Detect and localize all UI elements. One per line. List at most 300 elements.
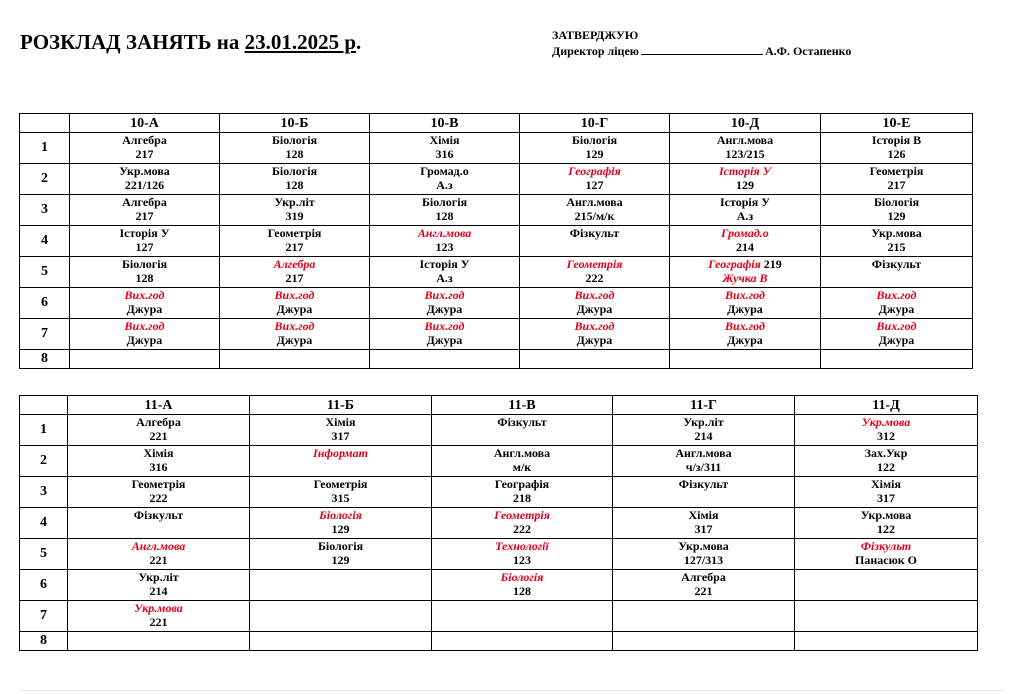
lesson-cell bbox=[250, 508, 432, 539]
room-or-teacher: 222 bbox=[149, 491, 168, 505]
lesson-cell bbox=[613, 446, 795, 477]
lesson-number: 4 bbox=[20, 226, 70, 257]
class-header: 11-Д bbox=[795, 396, 978, 415]
lesson-number: 3 bbox=[20, 477, 68, 508]
room-or-teacher: 217 bbox=[887, 178, 906, 192]
subject-name bbox=[68, 601, 249, 615]
room-or-teacher: 214 bbox=[149, 584, 168, 598]
lesson-cell bbox=[250, 539, 432, 570]
subject-text: Інформат bbox=[313, 446, 368, 460]
room-or-teacher: 128 bbox=[135, 271, 154, 285]
subject-text: Фізкульт bbox=[133, 508, 184, 522]
subject-name bbox=[613, 415, 794, 429]
class-header: 11-В bbox=[432, 396, 613, 415]
room-or-teacher: 222 bbox=[585, 271, 604, 285]
lesson-cell bbox=[70, 226, 220, 257]
room-or-teacher: А.з bbox=[436, 178, 453, 192]
subject-name bbox=[250, 415, 431, 429]
subject-name bbox=[670, 257, 820, 271]
subject-text: Укр.мова bbox=[678, 539, 729, 553]
corner-cell bbox=[20, 396, 68, 415]
lesson-cell bbox=[68, 601, 250, 632]
lesson-rows bbox=[20, 415, 978, 651]
lesson-number: 8 bbox=[20, 350, 70, 369]
lesson-cell bbox=[821, 319, 973, 350]
subject-text: Англ.мова bbox=[493, 446, 551, 460]
lesson-cell bbox=[613, 415, 795, 446]
subject-text: Вих.год bbox=[274, 319, 315, 333]
subject-text: Вих.год bbox=[574, 319, 615, 333]
room-or-teacher: 122 bbox=[877, 522, 895, 536]
subject-text: Історія У bbox=[719, 195, 771, 209]
room-or-teacher: 129 bbox=[736, 178, 754, 192]
lesson-cell bbox=[821, 164, 973, 195]
subject-text: Алгебра bbox=[136, 415, 181, 429]
lesson-number: 5 bbox=[20, 257, 70, 288]
subject-name bbox=[70, 257, 219, 271]
lesson-number: 1 bbox=[20, 415, 68, 446]
subject-text: Біологія bbox=[271, 164, 318, 178]
lesson-row bbox=[20, 226, 973, 257]
lesson-cell bbox=[68, 508, 250, 539]
subject-name bbox=[70, 319, 219, 333]
lesson-row bbox=[20, 601, 978, 632]
subject-text: Біологія bbox=[271, 133, 318, 147]
room-or-teacher: 129 bbox=[331, 553, 350, 567]
lesson-cell bbox=[670, 195, 821, 226]
lesson-cell bbox=[250, 415, 432, 446]
subject-text: Геометрія bbox=[131, 477, 186, 491]
subject-name bbox=[613, 477, 794, 491]
room-or-teacher: 217 bbox=[135, 147, 154, 161]
subject-name bbox=[432, 539, 612, 553]
room-or-teacher: 127 bbox=[585, 178, 604, 192]
lesson-cell bbox=[613, 508, 795, 539]
room-or-teacher: 122 bbox=[877, 460, 895, 474]
subject-name bbox=[795, 539, 977, 553]
room-or-teacher: 218 bbox=[513, 491, 531, 505]
subject-text: Укр.літ bbox=[274, 195, 315, 209]
room-or-teacher: 221 bbox=[694, 584, 713, 598]
room-or-teacher: А.з bbox=[736, 209, 754, 223]
subject-text: Вих.год bbox=[876, 288, 917, 302]
lesson-row bbox=[20, 539, 978, 570]
subject-name bbox=[670, 195, 820, 209]
subject-name bbox=[220, 195, 369, 209]
subject-name bbox=[250, 508, 431, 522]
subject-text: Вих.год bbox=[124, 319, 165, 333]
room-or-teacher: ч/з/311 bbox=[685, 460, 722, 474]
lesson-cell bbox=[613, 477, 795, 508]
lesson-cell bbox=[670, 226, 821, 257]
subject-text: Укр.мова bbox=[119, 164, 170, 178]
room-or-teacher: 317 bbox=[694, 522, 713, 536]
room-or-teacher: Джура bbox=[276, 333, 313, 347]
subject-name bbox=[613, 539, 794, 553]
lesson-number: 4 bbox=[20, 508, 68, 539]
lesson-cell bbox=[370, 226, 520, 257]
lesson-cell bbox=[250, 446, 432, 477]
subject-name bbox=[70, 164, 219, 178]
subject-name bbox=[68, 446, 249, 460]
subject-name bbox=[613, 570, 794, 584]
lesson-cell bbox=[432, 446, 613, 477]
page-divider bbox=[20, 690, 1004, 691]
subject-text: Вих.год bbox=[274, 288, 315, 302]
subject-text: Хімія bbox=[429, 133, 460, 147]
lesson-cell bbox=[821, 226, 973, 257]
room-or-teacher: 222 bbox=[513, 522, 531, 536]
subject-text: Англ.мова bbox=[716, 133, 774, 147]
class-header: 11-Г bbox=[613, 396, 795, 415]
subject-name bbox=[520, 133, 669, 147]
subject-name bbox=[220, 257, 369, 271]
room-or-teacher: 221 bbox=[149, 429, 168, 443]
lesson-cell bbox=[520, 195, 670, 226]
room-or-teacher: 316 bbox=[435, 147, 454, 161]
room-or-teacher: 123 bbox=[513, 553, 531, 567]
class-header: 10-Г bbox=[520, 114, 670, 133]
approval-block bbox=[552, 27, 851, 59]
lesson-cell bbox=[821, 133, 973, 164]
subject-text: Біологія bbox=[873, 195, 920, 209]
subject-name bbox=[432, 570, 612, 584]
lesson-cell bbox=[68, 539, 250, 570]
subject-text: Вих.год bbox=[876, 319, 917, 333]
lesson-number: 7 bbox=[20, 319, 70, 350]
class-header: 10-В bbox=[370, 114, 520, 133]
lesson-cell bbox=[432, 570, 613, 601]
lesson-cell bbox=[68, 632, 250, 651]
corner-cell bbox=[20, 114, 70, 133]
room-or-teacher: 129 bbox=[887, 209, 906, 223]
lesson-cell bbox=[670, 350, 821, 369]
subject-text: Історія У bbox=[119, 226, 170, 240]
room-or-teacher: 312 bbox=[877, 429, 895, 443]
lesson-cell bbox=[670, 319, 821, 350]
lesson-cell bbox=[250, 477, 432, 508]
subject-name bbox=[250, 539, 431, 553]
subject-name bbox=[370, 257, 519, 271]
lesson-cell bbox=[220, 288, 370, 319]
lesson-cell bbox=[370, 257, 520, 288]
subject-text: Вих.год bbox=[124, 288, 165, 302]
lesson-cell bbox=[432, 601, 613, 632]
room-or-teacher: 127 bbox=[135, 240, 154, 254]
subject-text: Вих.год bbox=[725, 288, 765, 302]
subject-name bbox=[520, 257, 669, 271]
lesson-cell bbox=[432, 539, 613, 570]
lesson-cell bbox=[70, 288, 220, 319]
room-or-teacher: 214 bbox=[736, 240, 754, 254]
lesson-number: 7 bbox=[20, 601, 68, 632]
lesson-cell bbox=[520, 164, 670, 195]
room-or-teacher: 128 bbox=[285, 147, 304, 161]
approve-label: ЗАТВЕРДЖУЮ bbox=[552, 28, 639, 42]
signature-line bbox=[641, 44, 763, 55]
lesson-cell bbox=[70, 257, 220, 288]
subject-text: Біологія bbox=[421, 195, 468, 209]
subject-text: Алгебра bbox=[681, 570, 726, 584]
subject-text: Геометрія bbox=[566, 257, 623, 271]
room-or-teacher: 315 bbox=[331, 491, 350, 505]
subject-name bbox=[520, 288, 669, 302]
subject-text: Вих.год bbox=[574, 288, 615, 302]
subject-name bbox=[250, 446, 431, 460]
lesson-cell bbox=[795, 601, 978, 632]
lesson-cell bbox=[68, 446, 250, 477]
room-or-teacher: Джура bbox=[878, 302, 915, 316]
lesson-cell bbox=[68, 477, 250, 508]
lesson-cell bbox=[220, 350, 370, 369]
subject-name bbox=[613, 446, 794, 460]
subject-name bbox=[68, 415, 249, 429]
subject-name bbox=[68, 539, 249, 553]
room-or-teacher: А.з bbox=[436, 271, 453, 285]
lesson-cell bbox=[250, 632, 432, 651]
room-or-teacher: 316 bbox=[149, 460, 168, 474]
lesson-number: 6 bbox=[20, 570, 68, 601]
room-or-teacher: 215 bbox=[887, 240, 906, 254]
lesson-cell bbox=[370, 164, 520, 195]
schedule-table-11 bbox=[19, 395, 978, 651]
subject-name bbox=[370, 164, 519, 178]
lesson-cell bbox=[370, 133, 520, 164]
lesson-cell bbox=[520, 257, 670, 288]
lesson-cell bbox=[432, 632, 613, 651]
room-or-teacher: м/к bbox=[512, 460, 532, 474]
room-or-teacher: 123 bbox=[435, 240, 454, 254]
class-header-row bbox=[20, 114, 973, 133]
subject-text: Фізкульт bbox=[497, 415, 547, 429]
subject-name bbox=[821, 319, 972, 333]
subject-text: Історія В bbox=[871, 133, 922, 147]
subject-name bbox=[432, 477, 612, 491]
subject-name bbox=[795, 508, 977, 522]
subject-text: Технології bbox=[495, 539, 549, 553]
subject-text: Вих.год bbox=[424, 319, 465, 333]
room-or-teacher: 317 bbox=[331, 429, 350, 443]
subject-name bbox=[220, 133, 369, 147]
lesson-cell bbox=[370, 288, 520, 319]
room-or-teacher: 217 bbox=[285, 271, 304, 285]
subject-text: Фізкульт bbox=[860, 539, 912, 553]
room-or-teacher: Джура bbox=[576, 333, 613, 347]
room-or-teacher: 128 bbox=[285, 178, 304, 192]
subject-name bbox=[670, 133, 820, 147]
subject-name bbox=[250, 477, 431, 491]
lesson-row bbox=[20, 477, 978, 508]
lesson-cell bbox=[613, 570, 795, 601]
subject-name bbox=[670, 319, 820, 333]
lesson-number: 1 bbox=[20, 133, 70, 164]
subject-name bbox=[670, 164, 820, 178]
subject-name bbox=[795, 446, 977, 460]
lesson-cell bbox=[432, 477, 613, 508]
subject-name bbox=[68, 508, 249, 522]
director-line bbox=[552, 43, 851, 59]
lesson-cell bbox=[520, 226, 670, 257]
subject-name bbox=[370, 226, 519, 240]
room-or-teacher: 217 bbox=[135, 209, 154, 223]
subject-text: Хімія bbox=[143, 446, 174, 460]
subject-text: Геометрія bbox=[313, 477, 368, 491]
lesson-cell bbox=[670, 288, 821, 319]
subject-text: Хімія bbox=[325, 415, 356, 429]
subject-text: Алгебра bbox=[273, 257, 316, 271]
subject-text: Укр.мова bbox=[860, 508, 912, 522]
lesson-cell bbox=[220, 226, 370, 257]
class-header: 10-Е bbox=[821, 114, 973, 133]
class-header-row bbox=[20, 396, 978, 415]
subject-text: Фізкульт bbox=[678, 477, 729, 491]
schedule-table-10 bbox=[19, 113, 973, 369]
lesson-row bbox=[20, 164, 973, 195]
class-header: 10-А bbox=[70, 114, 220, 133]
lesson-cell bbox=[520, 288, 670, 319]
subject-text: Геометрія bbox=[869, 164, 924, 178]
lesson-row bbox=[20, 288, 973, 319]
lesson-cell bbox=[613, 539, 795, 570]
subject-text: Географія bbox=[568, 164, 621, 178]
subject-text: Громад.о bbox=[721, 226, 769, 240]
lesson-cell bbox=[821, 350, 973, 369]
room-or-teacher: Джура bbox=[126, 302, 163, 316]
subject-text: Укр.літ bbox=[138, 570, 179, 584]
subject-name bbox=[68, 570, 249, 584]
subject-name bbox=[220, 164, 369, 178]
room-or-teacher: 127/313 bbox=[683, 553, 724, 567]
subject-name bbox=[370, 319, 519, 333]
subject-text: Укр.мова bbox=[871, 226, 922, 240]
subject-name bbox=[68, 477, 249, 491]
lesson-cell bbox=[68, 570, 250, 601]
subject-text: Історія У bbox=[419, 257, 470, 271]
lesson-cell bbox=[70, 164, 220, 195]
subject-name bbox=[220, 288, 369, 302]
room-or-teacher: Джура bbox=[727, 333, 763, 347]
subject-text: Географія bbox=[494, 477, 550, 491]
subject-text: Англ.мова bbox=[566, 195, 623, 209]
subject-text: Алгебра bbox=[122, 195, 167, 209]
room-inline: 219 bbox=[760, 257, 782, 271]
lesson-number: 2 bbox=[20, 446, 68, 477]
subject-name bbox=[613, 508, 794, 522]
page-title bbox=[20, 30, 361, 55]
lesson-cell bbox=[250, 601, 432, 632]
lesson-cell bbox=[795, 415, 978, 446]
lesson-cell bbox=[520, 319, 670, 350]
subject-text: Геометрія bbox=[267, 226, 322, 240]
subject-name bbox=[70, 195, 219, 209]
class-header: 10-Д bbox=[670, 114, 821, 133]
subject-text: Англ.мова bbox=[417, 226, 472, 240]
room-or-teacher: 221 bbox=[149, 615, 168, 629]
lesson-row bbox=[20, 195, 973, 226]
subject-name bbox=[821, 257, 972, 271]
lesson-cell bbox=[670, 133, 821, 164]
lesson-cell bbox=[613, 601, 795, 632]
lesson-cell bbox=[220, 164, 370, 195]
lesson-number: 3 bbox=[20, 195, 70, 226]
room-or-teacher: 129 bbox=[331, 522, 350, 536]
lesson-cell bbox=[70, 195, 220, 226]
subject-name bbox=[520, 319, 669, 333]
room-or-teacher: 129 bbox=[585, 147, 604, 161]
subject-text: Англ.мова bbox=[675, 446, 732, 460]
room-or-teacher: 221 bbox=[149, 553, 168, 567]
subject-text: Біологія bbox=[571, 133, 618, 147]
subject-text: Алгебра bbox=[122, 133, 167, 147]
lesson-cell bbox=[68, 415, 250, 446]
subject-name bbox=[821, 288, 972, 302]
subject-text: Вих.год bbox=[725, 319, 765, 333]
lesson-row bbox=[20, 570, 978, 601]
room-or-teacher: 128 bbox=[513, 584, 531, 598]
lesson-number: 5 bbox=[20, 539, 68, 570]
lesson-cell bbox=[520, 133, 670, 164]
lesson-cell bbox=[220, 319, 370, 350]
room-or-teacher: 128 bbox=[435, 209, 454, 223]
room-or-teacher: Джура bbox=[727, 302, 763, 316]
lesson-cell bbox=[795, 508, 978, 539]
title-date: 23.01.2025 р bbox=[244, 30, 357, 54]
subject-text: Фізкульт bbox=[569, 226, 620, 240]
lesson-cell bbox=[370, 195, 520, 226]
subject-name bbox=[220, 319, 369, 333]
subject-text: Зах.Укр bbox=[864, 446, 908, 460]
subject-name bbox=[70, 288, 219, 302]
lesson-row bbox=[20, 257, 973, 288]
room-or-teacher: 317 bbox=[877, 491, 895, 505]
room-or-teacher: 214 bbox=[694, 429, 713, 443]
lesson-cell bbox=[821, 288, 973, 319]
room-or-teacher: Джура bbox=[276, 302, 313, 316]
lesson-cell bbox=[432, 415, 613, 446]
room-or-teacher: 215/м/к bbox=[574, 209, 615, 223]
subject-name bbox=[821, 226, 972, 240]
title-suffix: . bbox=[356, 30, 362, 54]
lesson-row bbox=[20, 319, 973, 350]
lesson-cell bbox=[821, 195, 973, 226]
title-prefix: РОЗКЛАД ЗАНЯТЬ на bbox=[20, 30, 245, 54]
room-or-teacher: 221/126 bbox=[124, 178, 165, 192]
lesson-cell bbox=[670, 164, 821, 195]
lesson-cell bbox=[70, 319, 220, 350]
subject-text: Геометрія bbox=[494, 508, 550, 522]
lesson-row bbox=[20, 415, 978, 446]
subject-text: Біологія bbox=[319, 508, 362, 522]
room-or-teacher: 123/215 bbox=[725, 147, 765, 161]
lesson-row bbox=[20, 446, 978, 477]
room-or-teacher: Джура bbox=[576, 302, 613, 316]
subject-name bbox=[821, 195, 972, 209]
lesson-cell bbox=[70, 350, 220, 369]
subject-text: Біологія bbox=[317, 539, 364, 553]
subject-text: Хімія bbox=[688, 508, 719, 522]
lesson-cell bbox=[250, 570, 432, 601]
lesson-cell bbox=[795, 446, 978, 477]
subject-text: Фізкульт bbox=[871, 257, 922, 271]
room-or-teacher: Джура bbox=[426, 302, 463, 316]
lesson-cell bbox=[370, 350, 520, 369]
room-or-teacher: Джура bbox=[426, 333, 463, 347]
lesson-cell bbox=[370, 319, 520, 350]
subject-name bbox=[220, 226, 369, 240]
lesson-row bbox=[20, 632, 978, 651]
lesson-cell bbox=[220, 133, 370, 164]
lesson-row bbox=[20, 350, 973, 369]
